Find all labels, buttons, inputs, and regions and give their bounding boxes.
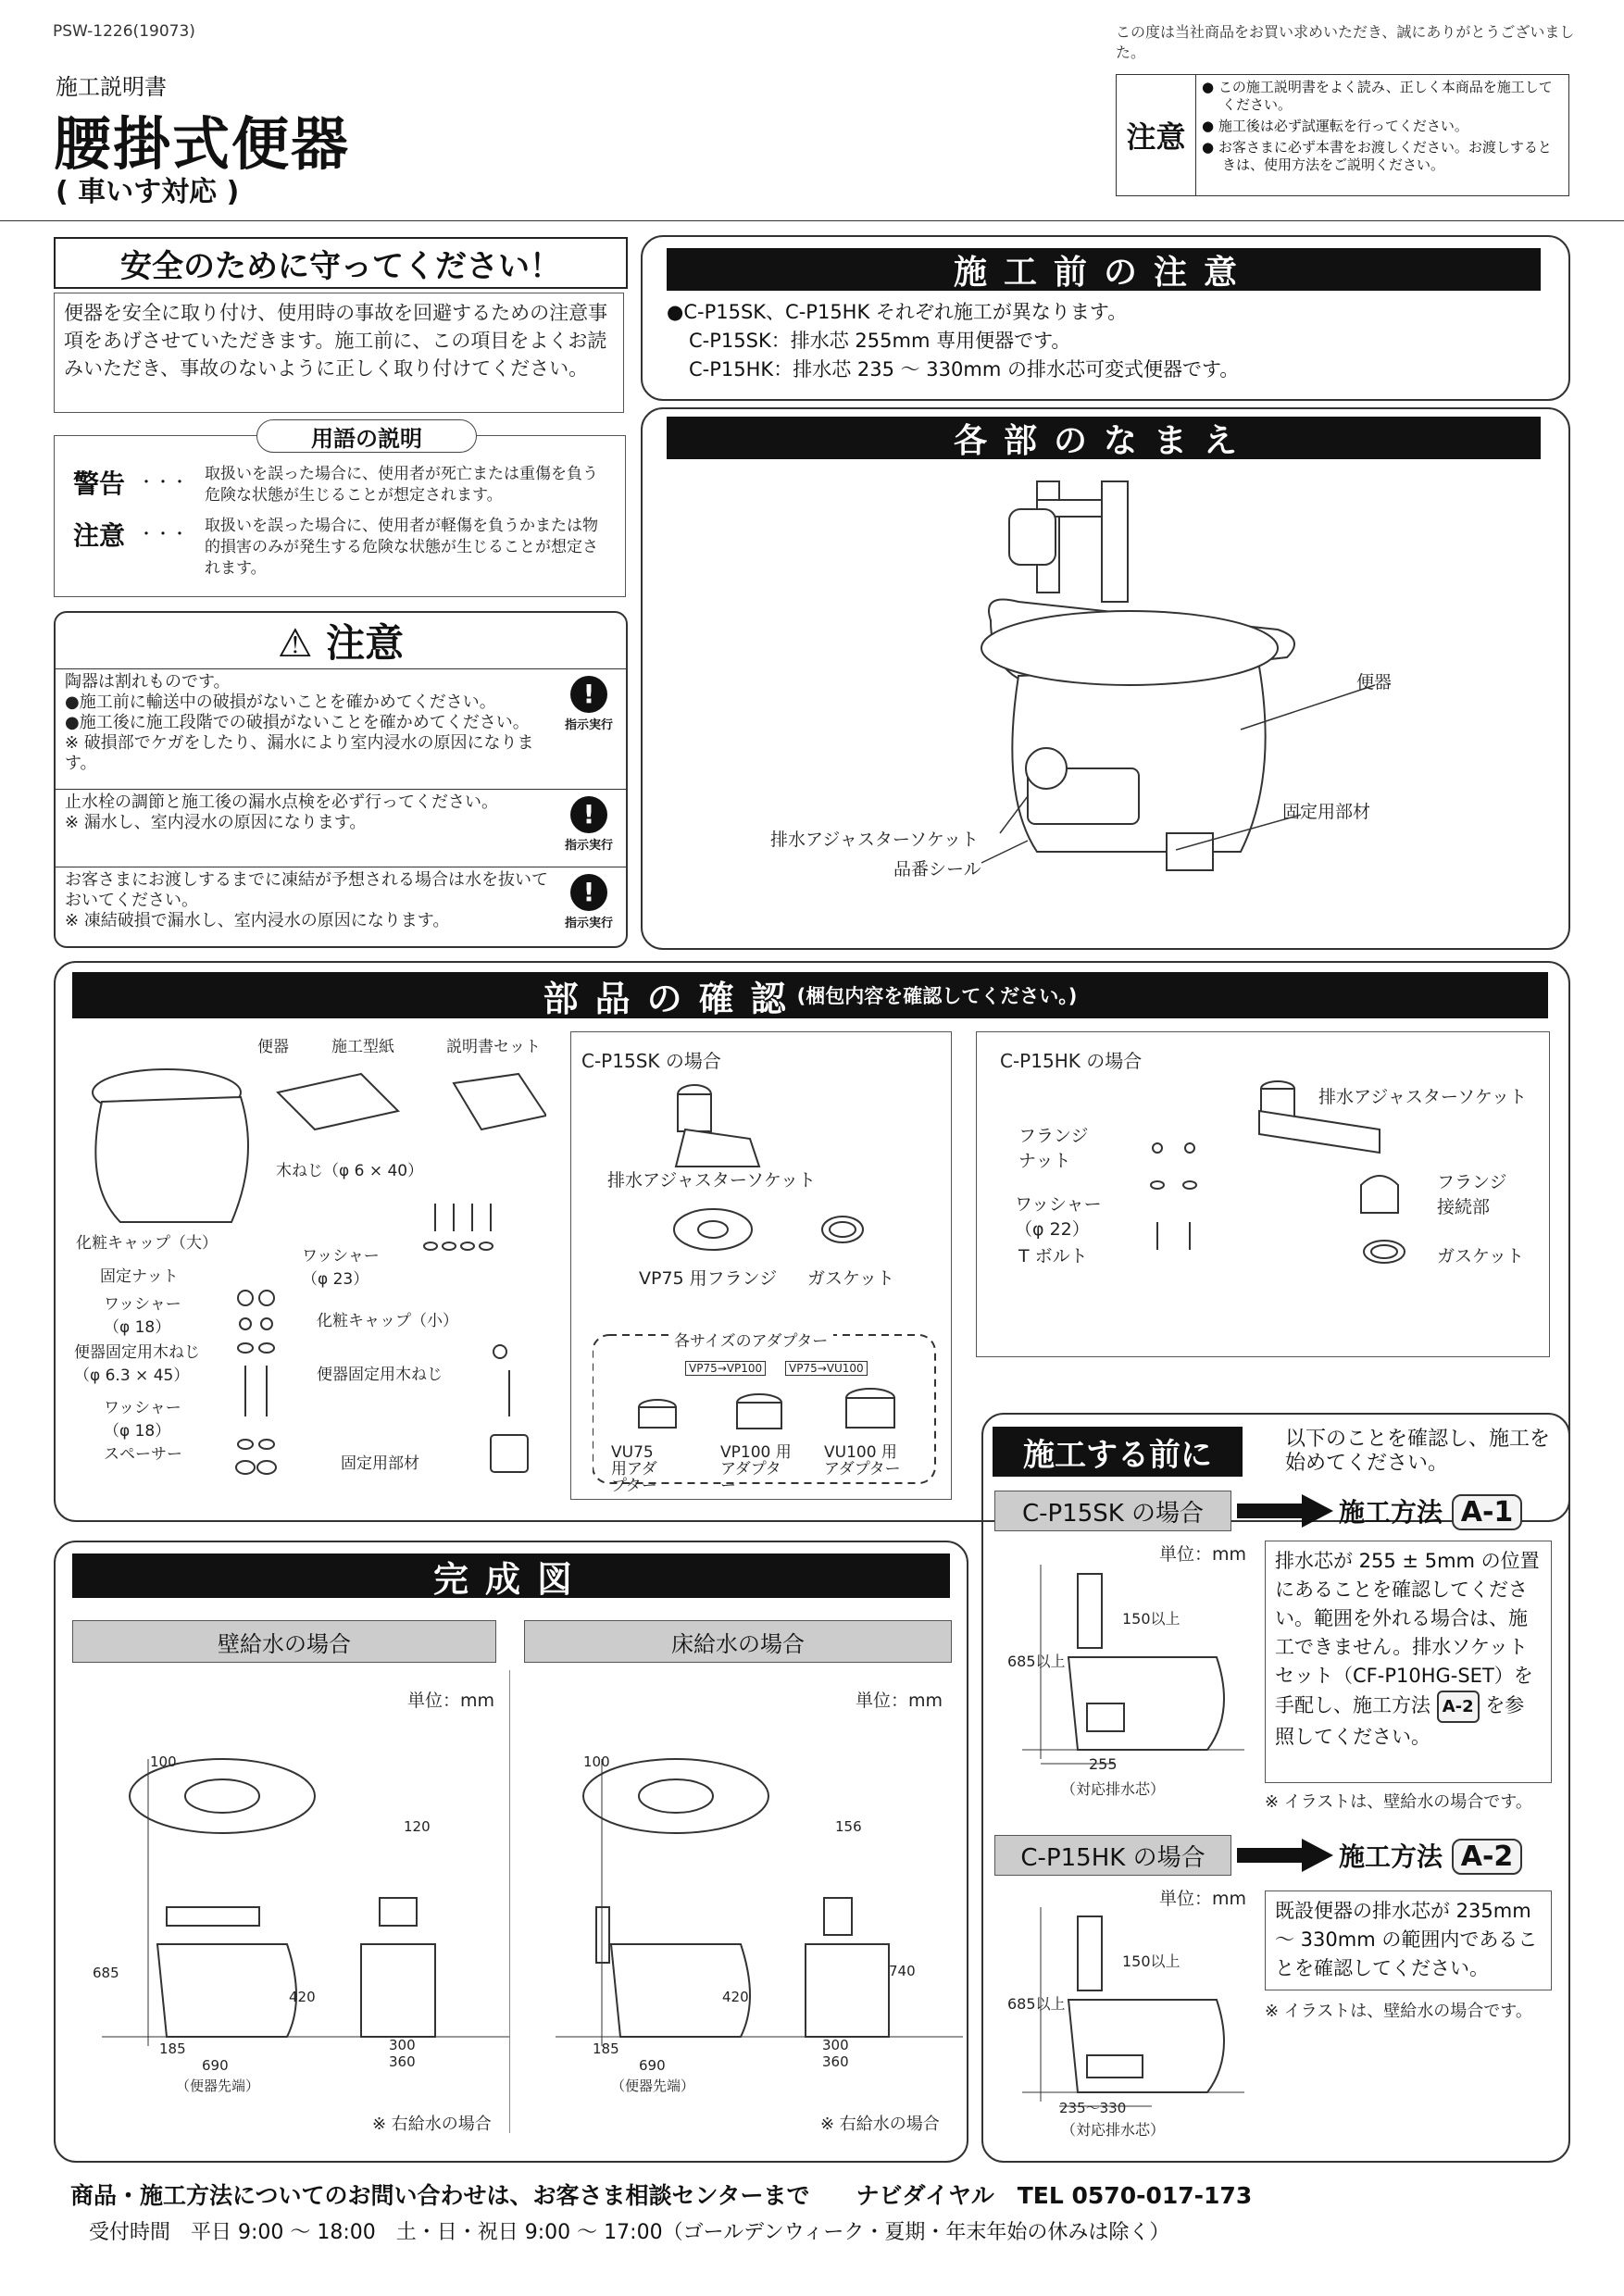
part-fixing-member: 固定用部材 [341,1454,419,1473]
caution-row-text: 陶器は割れものです。 ●施工前に輸送中の破損がないことを確かめてください。 ●施工後に施工段階での破損がないことを確かめてください。 ※ 破損部でケガをしたり、漏水により室内浸水の原因になります。 [65,672,534,773]
term-dots: ・・・ [138,525,188,544]
part-cap-large: 化粧キャップ（大） [76,1234,218,1253]
method-label: 施工方法 [1339,1841,1443,1872]
dim-100-floor: 100 [583,1753,610,1770]
dim-685-wall: 685 [93,1965,119,1981]
part-washer-23: ワッシャー（φ 23） [302,1247,380,1289]
hk-case-heading: C-P15HK の場合 [994,1835,1231,1876]
pre-note-line: ●C-P15SK、C-P15HK それぞれ施工が異なります。 [667,301,1128,323]
floor-supply-heading: 床給水の場合 [524,1620,952,1663]
parts-subtitle: (梱包内容を確認してください。) [796,985,1078,1007]
center-sk: （対応排水芯） [1061,1780,1166,1798]
pre-notes-text [667,298,1239,384]
notice-item: ● 施工後は必ず試運転を行ってください。 [1202,118,1468,134]
center-hk: （対応排水芯） [1061,2121,1166,2139]
method-a2-badge: A-2 [1452,1839,1523,1875]
floor-note: ※ 右給水の場合 [820,2115,940,2134]
sk-adapters-title: 各サイズのアダプター [668,1328,833,1351]
sk-flange-label: VP75 用フランジ [639,1268,778,1289]
dim-tip-wall: （便器先端） [176,2078,260,2094]
dim-150-sk: 150以上 [1122,1610,1181,1628]
instruction-label: 指示実行 [564,718,613,732]
wall-supply-heading: 壁給水の場合 [72,1620,496,1663]
pre-notes-title: 施工前の注意 [667,248,1541,291]
hk-note: 既設便器の排水芯が 235mm ～ 330mm の範囲内であることを確認してください。 [1265,1890,1552,1990]
illust-note-sk: ※ イラストは、壁給水の場合です。 [1265,1792,1532,1812]
warning-word: 警告 [73,468,126,499]
dim-685-hk: 685以上 [1007,1995,1066,2013]
dim-690-wall: 690 [202,2057,229,2074]
unit-hk: 単位：mm [1159,1889,1247,1909]
terms-box [54,425,626,597]
method-label: 施工方法 [1339,1497,1443,1528]
sk-method [1339,1492,1522,1530]
term-dots: ・・・ [138,473,188,493]
dim-156: 156 [835,1818,862,1835]
instruction-icon: ! 指示実行 [556,874,622,930]
arrow-icon [1237,1839,1333,1872]
part-fix-screw: 便器固定用木ねじ（φ 6.3 × 45） [74,1343,200,1385]
safety-intro: 便器を安全に取り付け、使用時の事故を回避するための注意事項をあげさせていただきます。施工前に、この項目をよくお読みいただき、事故のないように正しく取り付けてください。 [54,293,624,413]
sk-note-end: を参照してください。 [1275,1694,1525,1748]
before-subtitle: 以下のことを確認し、施工を始めてください。 [1285,1428,1551,1475]
dim-420-wall: 420 [289,1989,316,2005]
part-cap-small: 化粧キャップ（小） [317,1312,458,1330]
notice-heading: 注意 [1117,75,1196,195]
floor-supply-drawing [556,1741,963,2092]
unit-floor: 単位：mm [856,1691,943,1711]
dim-tip-floor: （便器先端） [611,2078,695,2094]
dim-255: 255 [1089,1755,1118,1773]
dim-235-330: 235～330 [1059,2100,1127,2116]
illust-note-hk: ※ イラストは、壁給水の場合です。 [1265,2002,1532,2021]
caution-row [56,668,626,790]
dim-120: 120 [404,1818,431,1835]
caution-panel [54,611,628,948]
contact-line: 商品・施工方法についてのお問い合わせは、お客さま相談センターまで ナビダイヤル TEL 0570-017-173 [70,2182,1253,2209]
page-title: 腰掛式便器 [54,110,351,178]
hk-t-bolt-label: T ボルト [1018,1246,1088,1267]
unit-sk: 単位：mm [1159,1544,1247,1565]
sk-parts-title: C-P15SK の場合 [581,1050,721,1072]
completion-title: 完成図 [72,1554,950,1598]
dim-300-floor: 300 [822,2037,849,2053]
document-type: 施工説明書 [56,74,167,100]
dim-300-wall: 300 [389,2037,416,2053]
adapter-tag-1: VP75→VP100 [685,1361,766,1376]
terms-label: 用語の説明 [256,419,477,453]
hours-line: 受付時間 平日 9:00 ～ 18:00 土・日・祝日 9:00 ～ 17:00（ゴールデンウィーク・夏期・年末年始の休みは除く） [89,2221,1170,2244]
warning-text: 取扱いを誤った場合に、使用者が死亡または重傷を負う危険な状態が生じることが想定されます。 [205,465,598,505]
pre-note-line: C-P15HK：排水芯 235 ～ 330mm の排水芯可変式便器です。 [689,358,1240,381]
adapter-tag-2: VP75→VU100 [785,1361,868,1376]
notice-box [1116,74,1569,196]
notice-item: ● この施工説明書をよく読み、正しく本商品を施工してください。 [1202,79,1553,113]
arrow-icon [1237,1494,1333,1528]
notice-list [1202,79,1563,178]
part-washer-18a: ワッシャー（φ 18） [104,1295,181,1337]
part-fix-screw-2: 便器固定用木ねじ [317,1366,443,1384]
safety-title: 安全のために守ってください！ [54,237,628,289]
part-template: 施工型紙 [331,1038,394,1056]
dim-150-hk: 150以上 [1122,1953,1181,1970]
hk-adjuster-label: 排水アジャスターソケット [1318,1087,1527,1107]
label-adjuster: 排水アジャスターソケット [770,830,979,850]
caution-row-text: 止水栓の調節と施工後の漏水点検を必ず行ってください。 ※ 漏水し、室内浸水の原因になります。 [65,792,498,832]
caution-text: 取扱いを誤った場合に、使用者が軽傷を負うかまたは物的損害のみが発生する危険な状態が生じることが想定されます。 [205,517,598,578]
header-divider [0,220,1624,221]
dim-360-floor: 360 [822,2053,849,2070]
hk-method [1339,1837,1522,1875]
caution-row [56,789,626,867]
dim-740: 740 [889,1963,916,1979]
adapter-vu100: VU100 用アダプター [824,1443,901,1479]
adapter-vp100: VP100 用アダプター [720,1443,792,1495]
part-toilet: 便器 [257,1038,289,1056]
part-names-title: 各部のなまえ [667,417,1541,459]
thanks-text: この度は当社商品をお買い求めいただき、誠にありがとうございました。 [1116,23,1575,61]
dim-185-wall: 185 [159,2040,186,2057]
part-manual: 説明書セット [446,1038,541,1056]
caution-row-text: お客さまにお渡しするまでに凍結が予想される場合は水を抜いておいてください。 ※ 凍結破損で漏水し、室内浸水の原因になります。 [65,870,548,930]
method-a1-badge: A-1 [1452,1494,1523,1530]
hk-flange-joint-label: フランジ接続部 [1437,1172,1507,1217]
sk-case-heading: C-P15SK の場合 [994,1491,1231,1531]
method-a2-ref: A-2 [1437,1691,1480,1723]
caution-row [56,867,626,944]
parts-title [72,972,1548,1018]
parts-title-text: 部品の確認 [543,978,803,1019]
hk-check-drawing [1022,1907,1244,2120]
sk-adjuster-label: 排水アジャスターソケット [607,1170,816,1191]
sk-note-text: 排水芯が 255 ± 5mm の位置にあることを確認してください。範囲を外れる場合は、施工できません。排水ソケットセット（CF-P10HG-SET）を手配し、施工方法 [1275,1550,1540,1716]
adapter-vu75: VU75 用アダプター [611,1443,657,1495]
dim-185-floor: 185 [593,2040,619,2057]
instruction-label: 指示実行 [564,839,613,853]
wall-note: ※ 右給水の場合 [372,2115,492,2134]
leader-lines [648,648,1481,889]
instruction-icon: ! 指示実行 [556,796,622,853]
part-wood-screw: 木ねじ（φ 6 × 40） [276,1162,424,1180]
completion-divider [509,1670,510,2133]
instruction-label: 指示実行 [564,917,613,930]
instruction-icon: ! 指示実行 [556,676,622,732]
dim-100-wall: 100 [150,1753,177,1770]
before-title: 施工する前に [993,1427,1243,1477]
label-seal: 品番シール [893,859,981,880]
hk-parts-title: C-P15HK の場合 [1000,1050,1143,1072]
document-id: PSW-1226(19073) [53,22,195,41]
dim-360-wall: 360 [389,2053,416,2070]
caution-word: 注意 [73,520,126,551]
unit-wall: 単位：mm [407,1691,495,1711]
page-subtitle: ( 車いす対応 ) [56,176,240,208]
part-spacer: スペーサー [104,1445,182,1464]
part-fixing-nut: 固定ナット [100,1267,179,1286]
sk-note [1265,1541,1552,1783]
dim-690-floor: 690 [639,2057,666,2074]
hk-washer-label: ワッシャー（φ 22） [1015,1194,1102,1240]
hk-gasket-label: ガスケット [1437,1246,1525,1267]
hk-flange-nut-label: フランジナット [1018,1126,1089,1171]
dim-420-floor: 420 [722,1989,749,2005]
sk-gasket-label: ガスケット [807,1268,895,1289]
label-toilet: 便器 [1356,672,1393,693]
label-fixing: 固定用部材 [1282,802,1371,822]
dim-685-sk: 685以上 [1007,1653,1066,1670]
wall-supply-drawing [102,1741,509,2092]
pre-note-line: C-P15SK：排水芯 255mm 専用便器です。 [689,330,1071,352]
part-washer-18b: ワッシャー（φ 18） [104,1399,181,1441]
notice-item: ● お客さまに必ず本書をお渡しください。お渡しするときは、使用方法をご説明ください。 [1202,139,1552,173]
caution-heading: ⚠ 注意 [56,613,626,669]
sk-check-drawing [1022,1565,1244,1778]
